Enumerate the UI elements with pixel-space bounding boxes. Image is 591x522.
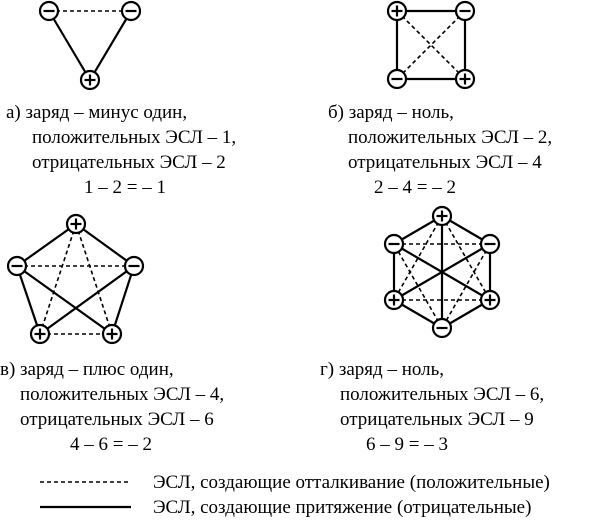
section-a-negative-count: отрицательных ЭСЛ – 2 (32, 152, 226, 173)
section-d-negative-count: отрицательных ЭСЛ – 9 (340, 409, 534, 430)
section-c-title: в) заряд – плюс один, (0, 359, 174, 380)
graph-c-edge-2-4-solid (112, 266, 134, 334)
graph-c-edge-2-3-solid (40, 266, 134, 334)
graph-a-edge-0-2-solid (49, 11, 90, 80)
graph-c-edge-0-2-solid (76, 224, 134, 266)
section-b-negative-count: отрицательных ЭСЛ – 4 (348, 152, 542, 173)
legend-dashed-label: ЭСЛ, создающие отталкивание (положительные) (153, 472, 550, 493)
section-a-positive-count: положительных ЭСЛ – 1, (32, 127, 237, 148)
section-d-positive-count: положительных ЭСЛ – 6, (340, 384, 545, 405)
graph-a-edge-1-2-solid (90, 11, 131, 80)
section-c-equation: 4 – 6 = – 2 (70, 434, 152, 455)
section-b-title: б) заряд – ноль, (328, 102, 454, 123)
graph-c-edge-0-4-dashed (76, 224, 112, 334)
section-c-positive-count: положительных ЭСЛ – 4, (20, 384, 225, 405)
section-b-equation: 2 – 4 = – 2 (374, 177, 456, 198)
graph-c-edge-1-4-solid (17, 266, 112, 334)
section-a-equation: 1 – 2 = – 1 (84, 177, 166, 198)
graph-c-edge-0-1-solid (17, 224, 76, 266)
section-c-negative-count: отрицательных ЭСЛ – 6 (20, 409, 214, 430)
section-d-title: г) заряд – ноль, (320, 359, 445, 380)
section-d-equation: 6 – 9 = – 3 (366, 434, 448, 455)
section-a-title: а) заряд – минус один, (6, 102, 188, 123)
legend-solid-label: ЭСЛ, создающие притяжение (отрицательные) (153, 497, 532, 518)
section-b-positive-count: положительных ЭСЛ – 2, (348, 127, 553, 148)
graph-c-edge-1-3-solid (17, 266, 40, 334)
graph-c-edge-0-3-dashed (40, 224, 76, 334)
